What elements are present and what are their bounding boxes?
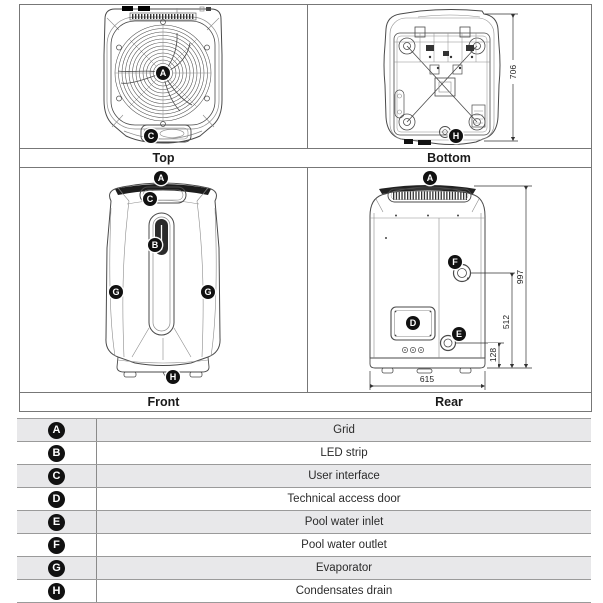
legend-row-b: [17, 442, 591, 465]
legend-table: [17, 418, 591, 603]
dim-label-outlet-height: 512: [501, 310, 511, 334]
legend-description: User interface: [308, 470, 380, 482]
legend-letter-cell: [17, 511, 97, 533]
legend-letter-cell: [17, 488, 97, 510]
badge-condensates-drain: H: [166, 370, 180, 384]
badge-user-interface: C: [144, 129, 158, 143]
badge-evaporator-right: G: [201, 285, 215, 299]
dim-label-depth: 706: [508, 60, 518, 84]
legend-letter-cell: [17, 465, 97, 487]
badge-grid: A: [423, 171, 437, 185]
legend-row-h: [17, 580, 591, 603]
caption-band-top-bottom: [20, 148, 591, 168]
legend-letter-cell: [17, 534, 97, 556]
legend-row-e: [17, 511, 591, 534]
legend-description: Pool water inlet: [304, 516, 384, 528]
legend-row-g: [17, 557, 591, 580]
badge-grid: A: [156, 66, 170, 80]
badge-condensates-drain: H: [449, 129, 463, 143]
legend-letter-badge: H: [48, 583, 65, 600]
legend-letter-cell: [17, 557, 97, 579]
dim-label-total-height: 997: [515, 265, 525, 289]
legend-description: Pool water outlet: [301, 539, 387, 551]
legend-letter-badge: A: [48, 422, 65, 439]
caption-top: Top: [152, 151, 175, 165]
view-front: [20, 168, 307, 392]
legend-letter-cell: [17, 442, 97, 464]
caption-rear: Rear: [435, 395, 463, 409]
legend-row-a: [17, 419, 591, 442]
badge-grid: A: [154, 171, 168, 185]
legend-row-d: [17, 488, 591, 511]
front-view-drawing: [20, 168, 307, 392]
caption-band-front-rear: [20, 392, 591, 411]
view-rear: [308, 168, 591, 392]
legend-letter-badge: C: [48, 468, 65, 485]
badge-user-interface: C: [143, 192, 157, 206]
dim-label-width: 615: [415, 374, 439, 384]
badge-evaporator-left: G: [109, 285, 123, 299]
legend-description: Technical access door: [287, 493, 401, 505]
badge-technical-access-door: D: [406, 316, 420, 330]
legend-row-f: [17, 534, 591, 557]
badge-led-strip: B: [148, 238, 162, 252]
legend-row-c: [17, 465, 591, 488]
view-top: [20, 5, 307, 148]
legend-letter-cell: [17, 580, 97, 602]
rear-view-drawing: [308, 168, 591, 392]
badge-pool-water-inlet: E: [452, 327, 466, 341]
legend-letter-badge: E: [48, 514, 65, 531]
view-bottom: [308, 5, 591, 148]
legend-letter-badge: F: [48, 537, 65, 554]
legend-description: Condensates drain: [295, 585, 393, 597]
views-panel: [19, 4, 592, 412]
legend-letter-badge: G: [48, 560, 65, 577]
dim-label-inlet-height: 128: [488, 343, 498, 367]
bottom-view-drawing: [308, 5, 591, 148]
legend-description: Grid: [333, 424, 355, 436]
badge-pool-water-outlet: F: [448, 255, 462, 269]
caption-bottom: Bottom: [427, 151, 471, 165]
caption-front: Front: [147, 395, 180, 409]
legend-letter-badge: D: [48, 491, 65, 508]
legend-letter-badge: B: [48, 445, 65, 462]
legend-letter-cell: [17, 419, 97, 441]
legend-description: LED strip: [320, 447, 368, 459]
legend-description: Evaporator: [315, 562, 373, 574]
